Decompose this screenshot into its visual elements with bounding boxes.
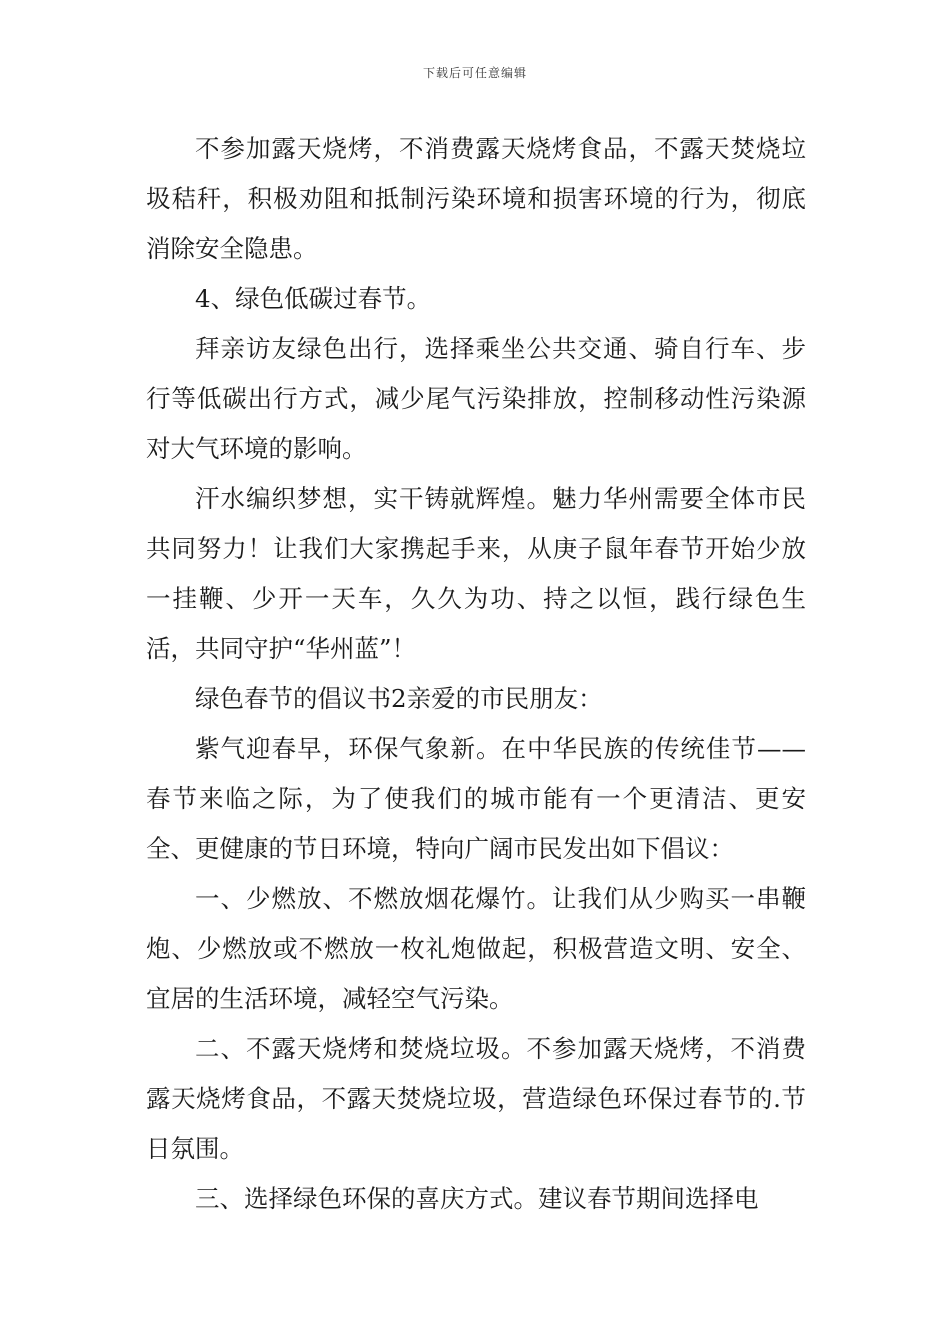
- paragraph: 一、少燃放、不燃放烟花爆竹。让我们从少购买一串鞭炮、少燃放或不燃放一枚礼炮做起，积极营造文明、安全、宜居的生活环境，减轻空气污染。: [146, 884, 806, 1013]
- paragraph: 4、绿色低碳过春节。: [195, 284, 432, 313]
- document-body: [146, 124, 806, 1224]
- paragraph: 不参加露天烧烤，不消费露天烧烤食品，不露天焚烧垃圾秸秆，积极劝阻和抵制污染环境和损害环境的行为，彻底消除安全隐患。: [146, 134, 806, 263]
- paragraph: 汗水编织梦想，实干铸就辉煌。魅力华州需要全体市民共同努力！让我们大家携起手来，从庚子鼠年春节开始少放一挂鞭、少开一天车，久久为功、持之以恒，践行绿色生活，共同守护“华州蓝”！: [146, 484, 806, 663]
- page-header: 下载后可任意编辑: [422, 66, 527, 80]
- paragraph: 三、选择绿色环保的喜庆方式。建议春节期间选择电: [195, 1184, 759, 1213]
- paragraph: 紫气迎春早，环保气象新。在中华民族的传统佳节——春节来临之际，为了使我们的城市能有一个更清洁、更安全、更健康的节日环境，特向广阔市民发出如下倡议：: [146, 734, 806, 863]
- paragraph: 绿色春节的倡议书2亲爱的市民朋友：: [195, 684, 603, 713]
- paragraph: 拜亲访友绿色出行，选择乘坐公共交通、骑自行车、步行等低碳出行方式，减少尾气污染排放，控制移动性污染源对大气环境的影响。: [146, 334, 806, 463]
- paragraph: 二、不露天烧烤和焚烧垃圾。不参加露天烧烤，不消费露天烧烤食品，不露天焚烧垃圾，营造绿色环保过春节的.节日氛围。: [146, 1034, 806, 1163]
